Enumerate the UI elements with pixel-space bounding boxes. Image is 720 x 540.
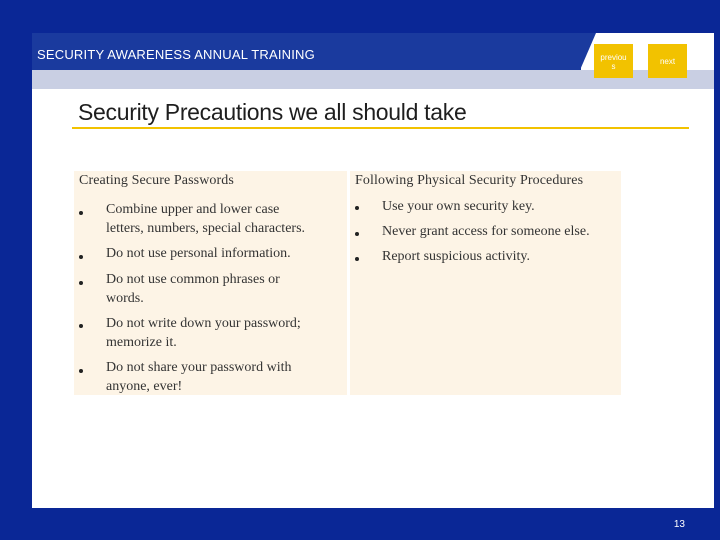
title-underline <box>72 127 689 129</box>
list-item: Do not use common phrases or words. <box>106 272 280 306</box>
bullet-icon <box>79 281 83 285</box>
next-button-label: next <box>659 57 676 66</box>
list-item: Do not write down your password; memorize it. <box>106 316 301 350</box>
previous-button-label-2: s <box>611 62 616 71</box>
course-title: SECURITY AWARENESS ANNUAL TRAINING <box>37 47 315 62</box>
bullet-icon <box>79 211 83 215</box>
physical-security-column <box>350 171 621 395</box>
list-item: Combine upper and lower case letters, numbers, special characters. <box>106 202 306 236</box>
list-item: Never grant access for someone else. <box>382 224 590 239</box>
passwords-heading: Creating Secure Passwords <box>79 173 234 188</box>
bullet-icon <box>79 255 83 259</box>
bullet-icon <box>355 206 359 210</box>
bullet-icon <box>355 257 359 261</box>
page-title: Security Precautions we all should take <box>78 99 467 125</box>
list-item: Do not share your password with anyone, ever! <box>106 360 292 394</box>
physical-security-heading: Following Physical Security Procedures <box>355 173 584 188</box>
list-item: Report suspicious activity. <box>382 249 531 264</box>
next-button[interactable] <box>648 44 687 78</box>
previous-button-label-1: previou <box>600 53 627 62</box>
title-bar <box>32 33 581 70</box>
bullet-icon <box>355 232 359 236</box>
previous-button[interactable] <box>594 44 633 78</box>
page-number: 13 <box>673 519 685 530</box>
list-item: Do not use personal information. <box>106 246 291 261</box>
list-item: Use your own security key. <box>382 199 535 214</box>
bullet-icon <box>79 369 83 373</box>
bullet-icon <box>79 324 83 328</box>
passwords-column <box>74 171 347 395</box>
